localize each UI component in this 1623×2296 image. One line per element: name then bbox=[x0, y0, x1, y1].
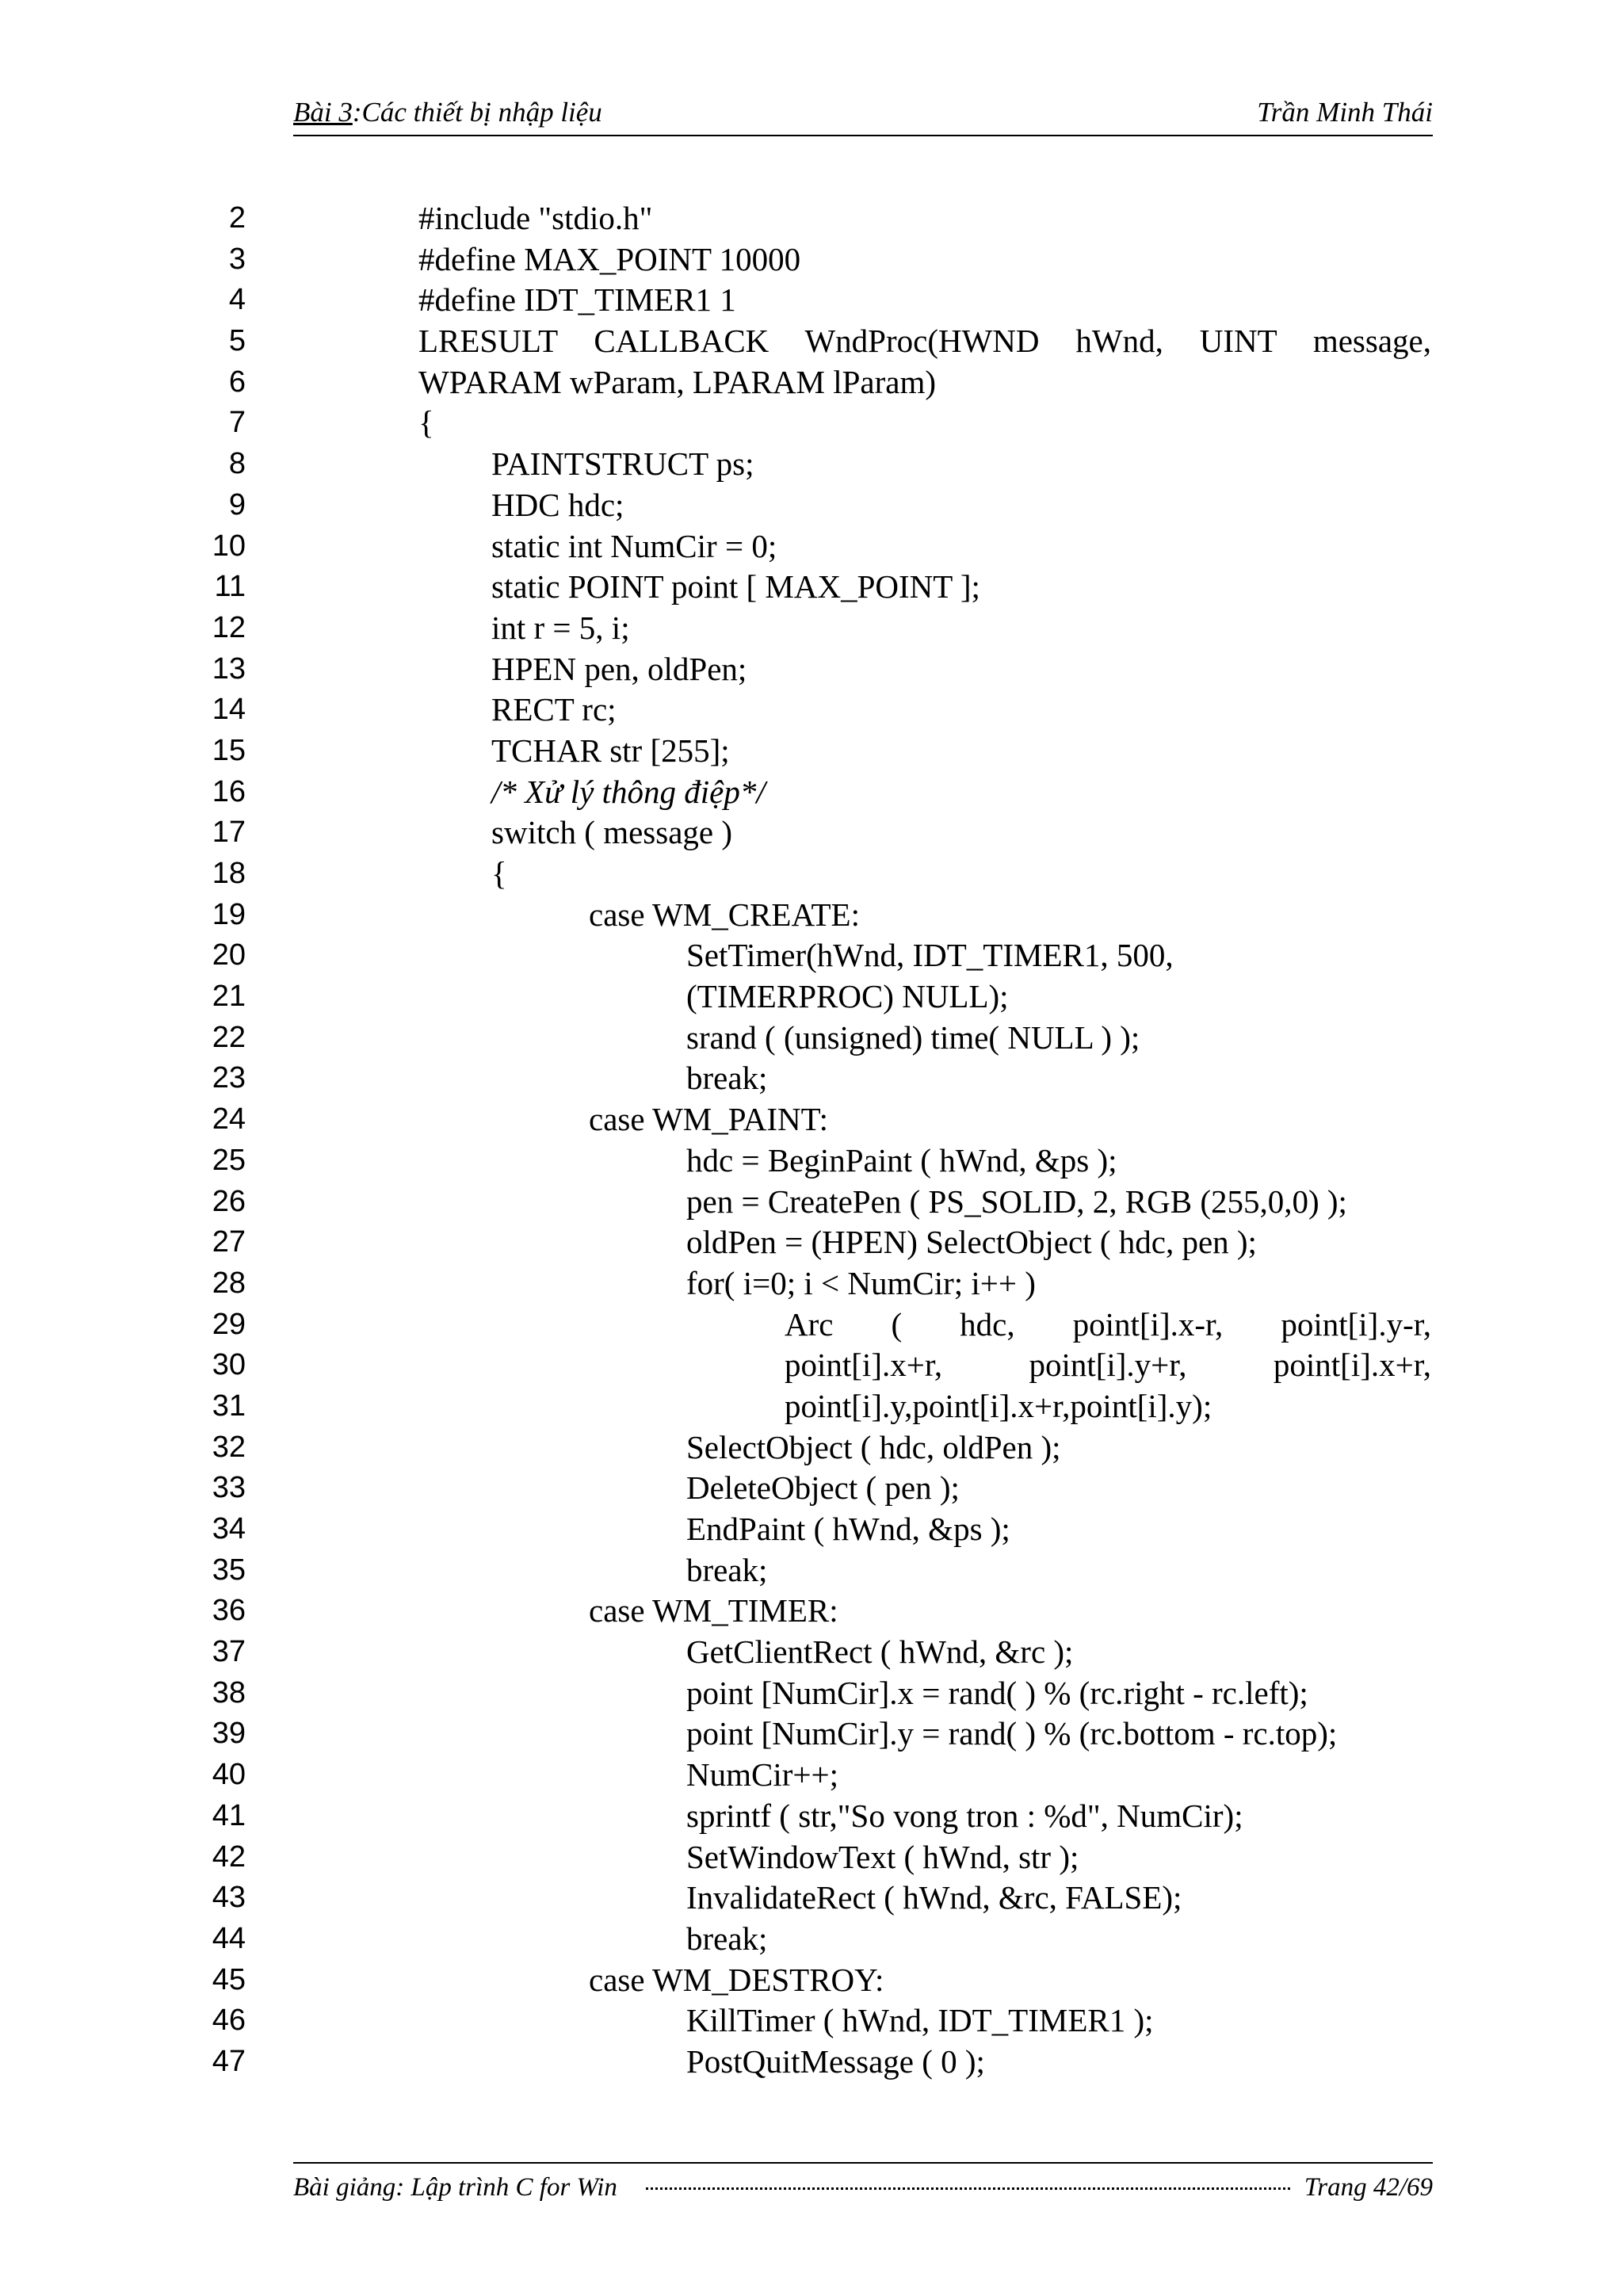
code-line bbox=[0, 1386, 1623, 1427]
code-line bbox=[0, 1837, 1623, 1878]
line-number: 42 bbox=[212, 1839, 246, 1874]
code-text: HPEN pen, oldPen; bbox=[491, 650, 747, 687]
line-number: 15 bbox=[212, 733, 246, 767]
code-text: case WM_TIMER: bbox=[589, 1592, 838, 1629]
code-text: RECT rc; bbox=[491, 691, 617, 728]
code-line bbox=[0, 198, 1623, 239]
page-number: Trang 42/69 bbox=[1304, 2173, 1433, 2202]
code-text: { bbox=[491, 855, 507, 892]
code-text: break; bbox=[686, 1551, 768, 1588]
line-number: 16 bbox=[212, 774, 246, 808]
code-line bbox=[0, 1468, 1623, 1509]
line-number: 7 bbox=[228, 406, 246, 440]
code-line bbox=[0, 1427, 1623, 1469]
dot-leader bbox=[646, 2187, 1290, 2190]
line-number: 31 bbox=[212, 1389, 246, 1423]
code-line bbox=[0, 239, 1623, 281]
line-number: 34 bbox=[212, 1512, 246, 1545]
code-line bbox=[0, 1919, 1623, 1960]
code-line bbox=[0, 690, 1623, 731]
code-line bbox=[0, 1222, 1623, 1263]
code-text: oldPen = (HPEN) SelectObject ( hdc, pen ); bbox=[686, 1224, 1257, 1261]
code-text: switch ( message ) bbox=[491, 814, 732, 851]
code-text: KillTimer ( hWnd, IDT_TIMER1 ); bbox=[686, 2002, 1154, 2039]
code-text: EndPaint ( hWnd, &ps ); bbox=[686, 1511, 1010, 1547]
code-text: HDC hdc; bbox=[491, 486, 624, 523]
course-title: Bài giảng: Lập trình C for Win bbox=[293, 2173, 617, 2202]
code-line bbox=[0, 1182, 1623, 1223]
line-number: 12 bbox=[212, 610, 246, 644]
line-number: 3 bbox=[228, 242, 246, 276]
code-line bbox=[0, 854, 1623, 895]
code-line bbox=[0, 895, 1623, 936]
page-footer bbox=[293, 2162, 1433, 2211]
code-line bbox=[0, 1713, 1623, 1755]
code-line bbox=[0, 731, 1623, 772]
line-number: 25 bbox=[212, 1143, 246, 1177]
code-line bbox=[0, 2000, 1623, 2042]
code-text: point [NumCir].y = rand( ) % (rc.bottom - rc.top); bbox=[686, 1715, 1338, 1752]
code-listing bbox=[0, 198, 1623, 2083]
line-number: 24 bbox=[212, 1102, 246, 1137]
code-text: srand ( (unsigned) time( NULL ) ); bbox=[686, 1018, 1140, 1056]
code-line bbox=[0, 1796, 1623, 1837]
author-name: Trần Minh Thái bbox=[1257, 97, 1433, 128]
line-number: 18 bbox=[212, 857, 246, 890]
line-number: 44 bbox=[212, 1921, 246, 1955]
code-line bbox=[0, 812, 1623, 854]
lesson-title-text: :Các thiết bị nhập liệu bbox=[352, 97, 602, 128]
line-number: 36 bbox=[212, 1594, 246, 1628]
code-text: DeleteObject ( pen ); bbox=[686, 1469, 960, 1507]
line-number: 19 bbox=[212, 897, 246, 931]
code-text: WPARAM wParam, LPARAM lParam) bbox=[418, 363, 936, 400]
code-text: case WM_PAINT: bbox=[589, 1101, 829, 1138]
code-text: TCHAR str [255]; bbox=[491, 732, 730, 769]
code-text: point[i].y,point[i].x+r,point[i].y); bbox=[785, 1387, 1212, 1424]
line-number: 13 bbox=[212, 651, 246, 686]
code-text: SetTimer(hWnd, IDT_TIMER1, 500, bbox=[686, 937, 1174, 974]
code-text: (TIMERPROC) NULL); bbox=[686, 978, 1009, 1015]
code-text: break; bbox=[686, 1060, 768, 1097]
code-text: static int NumCir = 0; bbox=[491, 527, 777, 564]
code-line bbox=[0, 1018, 1623, 1059]
code-comment: /* Xử lý thông điệp*/ bbox=[491, 773, 766, 810]
code-line bbox=[0, 1263, 1623, 1305]
code-line bbox=[0, 1140, 1623, 1182]
code-line bbox=[0, 1632, 1623, 1673]
code-text: point[i].x+r, point[i].y+r, point[i].x+r, bbox=[785, 1347, 1431, 1384]
code-line bbox=[0, 649, 1623, 690]
code-text: GetClientRect ( hWnd, &rc ); bbox=[686, 1633, 1074, 1671]
code-text: { bbox=[418, 404, 434, 441]
code-text: InvalidateRect ( hWnd, &rc, FALSE); bbox=[686, 1879, 1182, 1916]
line-number: 17 bbox=[212, 816, 246, 850]
line-number: 20 bbox=[212, 938, 246, 972]
line-number: 23 bbox=[212, 1061, 246, 1095]
line-number: 2 bbox=[228, 201, 246, 235]
code-text: SelectObject ( hdc, oldPen ); bbox=[686, 1428, 1061, 1465]
code-text: SetWindowText ( hWnd, str ); bbox=[686, 1838, 1079, 1875]
code-line bbox=[0, 526, 1623, 567]
code-line bbox=[0, 1345, 1623, 1386]
code-line bbox=[0, 280, 1623, 321]
line-number: 10 bbox=[212, 529, 246, 563]
code-text: #define IDT_TIMER1 1 bbox=[418, 281, 736, 319]
code-text: PAINTSTRUCT ps; bbox=[491, 445, 754, 483]
line-number: 41 bbox=[212, 1798, 246, 1832]
line-number: 28 bbox=[212, 1266, 246, 1300]
code-line bbox=[0, 444, 1623, 485]
page-header bbox=[293, 94, 1433, 136]
code-text: int r = 5, i; bbox=[491, 609, 630, 646]
line-number: 4 bbox=[228, 283, 246, 317]
line-number: 5 bbox=[228, 324, 246, 358]
code-line bbox=[0, 935, 1623, 976]
line-number: 29 bbox=[212, 1307, 246, 1341]
code-line bbox=[0, 1755, 1623, 1796]
code-text: #define MAX_POINT 10000 bbox=[418, 240, 801, 277]
line-number: 26 bbox=[212, 1184, 246, 1218]
line-number: 6 bbox=[228, 365, 246, 399]
code-text: hdc = BeginPaint ( hWnd, &ps ); bbox=[686, 1141, 1117, 1179]
code-line bbox=[0, 403, 1623, 444]
code-text: NumCir++; bbox=[686, 1756, 839, 1794]
code-text: for( i=0; i < NumCir; i++ ) bbox=[686, 1264, 1036, 1301]
code-line bbox=[0, 1878, 1623, 1919]
code-text: case WM_CREATE: bbox=[589, 896, 860, 933]
line-number: 39 bbox=[212, 1717, 246, 1751]
line-number: 33 bbox=[212, 1471, 246, 1505]
code-line bbox=[0, 362, 1623, 403]
code-text: Arc ( hdc, point[i].x-r, point[i].y-r, bbox=[785, 1305, 1431, 1343]
code-text: LRESULT CALLBACK WndProc(HWND hWnd, UINT message, bbox=[418, 323, 1431, 360]
code-text: PostQuitMessage ( 0 ); bbox=[686, 2042, 985, 2080]
line-number: 8 bbox=[228, 447, 246, 481]
line-number: 47 bbox=[212, 2044, 246, 2078]
line-number: 45 bbox=[212, 1962, 246, 1996]
lesson-label: Bài 3 bbox=[293, 97, 353, 128]
line-number: 46 bbox=[212, 2004, 246, 2038]
line-number: 27 bbox=[212, 1225, 246, 1259]
code-line bbox=[0, 1509, 1623, 1550]
line-number: 22 bbox=[212, 1020, 246, 1054]
line-number: 35 bbox=[212, 1553, 246, 1587]
line-number: 11 bbox=[214, 570, 246, 604]
code-text: static POINT point [ MAX_POINT ]; bbox=[491, 568, 980, 606]
line-number: 32 bbox=[212, 1430, 246, 1464]
code-text: #include "stdio.h" bbox=[418, 200, 653, 236]
lesson-title bbox=[293, 97, 602, 128]
line-number: 14 bbox=[212, 693, 246, 727]
line-number: 30 bbox=[212, 1348, 246, 1382]
code-line bbox=[0, 772, 1623, 813]
code-line bbox=[0, 1591, 1623, 1632]
code-line bbox=[0, 1673, 1623, 1714]
line-number: 43 bbox=[212, 1881, 246, 1915]
line-number: 37 bbox=[212, 1635, 246, 1669]
code-line bbox=[0, 1099, 1623, 1140]
code-text: point [NumCir].x = rand( ) % (rc.right - rc.left); bbox=[686, 1674, 1308, 1711]
code-line bbox=[0, 1305, 1623, 1346]
code-line bbox=[0, 1550, 1623, 1591]
line-number: 38 bbox=[212, 1675, 246, 1710]
code-line bbox=[0, 567, 1623, 608]
code-line bbox=[0, 976, 1623, 1018]
code-line bbox=[0, 485, 1623, 526]
line-number: 9 bbox=[228, 487, 246, 521]
line-number: 21 bbox=[212, 980, 246, 1014]
code-line bbox=[0, 1058, 1623, 1099]
code-text: break; bbox=[686, 1920, 768, 1957]
line-number: 40 bbox=[212, 1758, 246, 1792]
code-text: pen = CreatePen ( PS_SOLID, 2, RGB (255,0,0) ); bbox=[686, 1182, 1347, 1220]
code-text: sprintf ( str,"So vong tron : %d", NumCir); bbox=[686, 1797, 1243, 1834]
code-line bbox=[0, 321, 1623, 362]
code-text: case WM_DESTROY: bbox=[589, 1961, 884, 1998]
code-line bbox=[0, 608, 1623, 649]
code-line bbox=[0, 1960, 1623, 2001]
code-line bbox=[0, 2042, 1623, 2083]
